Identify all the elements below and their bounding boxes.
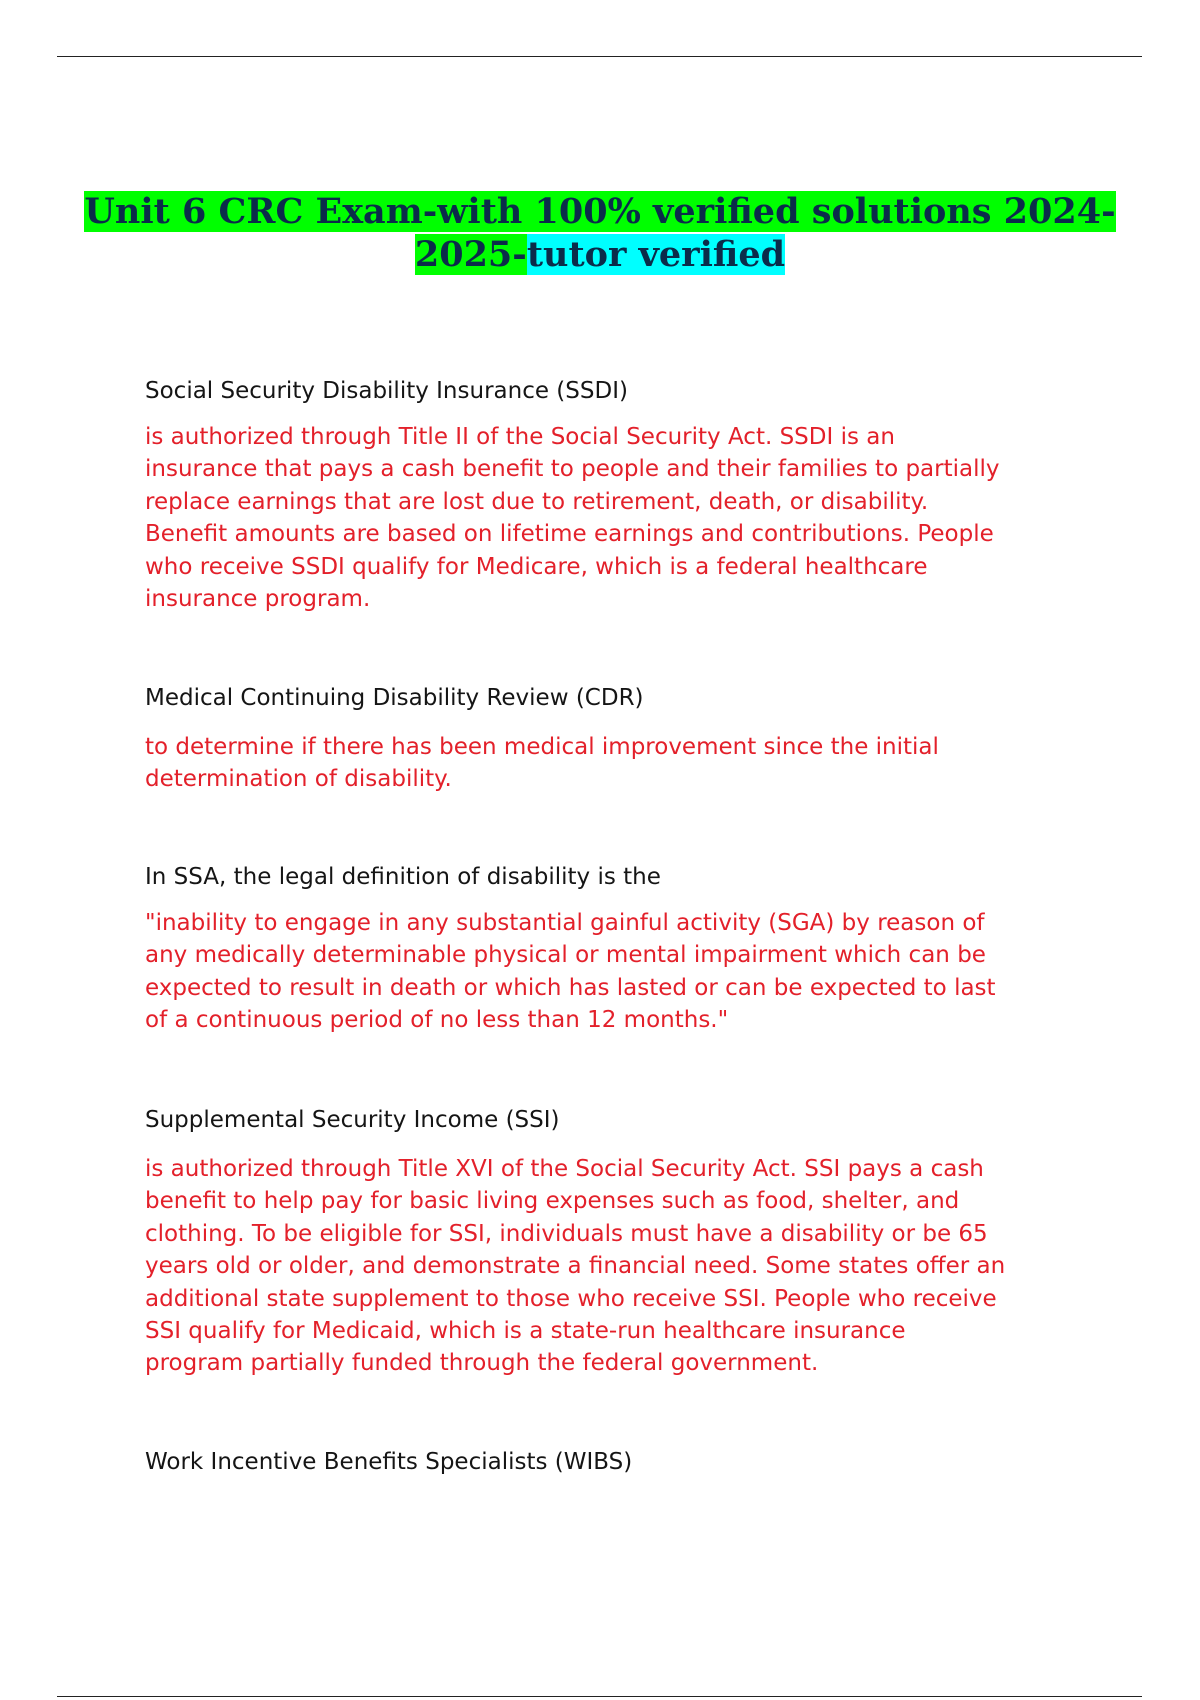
- qa-entry-ssi: [145, 1104, 1065, 1380]
- answer-line: any medically determinable physical or mental impairment which can be: [145, 942, 986, 969]
- answer-line: SSI qualify for Medicaid, which is a state-run healthcare insurance: [145, 1318, 906, 1345]
- answer-line: determination of disability.: [145, 766, 452, 793]
- title-highlight-green-2: 2025-: [414, 234, 527, 275]
- answer-line: additional state supplement to those who receive SSI. People who receive: [145, 1285, 997, 1312]
- answer-line: to determine if there has been medical improvement since the initial: [145, 734, 939, 760]
- answer-line: is authorized through Title XVI of the Social Security Act. SSI pays a cash: [145, 1156, 984, 1182]
- qa-entry-ssdi: [145, 375, 1065, 615]
- term-heading: Medical Continuing Disability Review (CDR): [145, 685, 644, 711]
- qa-entry-wibs: [145, 1446, 1065, 1478]
- title-highlight-green: Unit 6 CRC Exam-with 100% verified solutions 2024-: [84, 191, 1116, 232]
- answer-line: "inability to engage in any substantial gainful activity (SGA) by reason of: [145, 910, 985, 936]
- term-heading: In SSA, the legal definition of disability is the: [145, 864, 661, 890]
- answer-line: benefit to help pay for basic living expenses such as food, shelter, and: [145, 1188, 960, 1215]
- answer-line: of a continuous period of no less than 12 months.": [145, 1007, 729, 1034]
- answer-line: Benefit amounts are based on lifetime earnings and contributions. People: [145, 521, 994, 548]
- answer-line: who receive SSDI qualify for Medicare, which is a federal healthcare: [145, 553, 928, 580]
- qa-entry-disability-definition: [145, 861, 1065, 1037]
- bottom-rule: [57, 1696, 1142, 1697]
- title-line-1: [0, 190, 1200, 233]
- term-heading: Work Incentive Benefits Specialists (WIBS): [145, 1449, 633, 1475]
- answer-line: clothing. To be eligible for SSI, individuals must have a disability or be 65: [145, 1220, 988, 1247]
- answer-line: insurance program.: [145, 586, 371, 613]
- answer-line: is authorized through Title II of the Social Security Act. SSDI is an: [145, 424, 895, 450]
- title-line-2: [0, 233, 1200, 276]
- answer-line: replace earnings that are lost due to retirement, death, or disability.: [145, 488, 929, 515]
- term-heading: Supplemental Security Income (SSI): [145, 1107, 560, 1133]
- top-rule: [57, 56, 1142, 57]
- title-highlight-cyan: tutor verified: [526, 234, 786, 275]
- answer-line: insurance that pays a cash benefit to people and their families to partially: [145, 456, 1000, 483]
- qa-entry-cdr: [145, 682, 1065, 796]
- document-title: [0, 190, 1200, 276]
- term-heading: Social Security Disability Insurance (SSDI): [145, 378, 628, 404]
- answer-line: expected to result in death or which has lasted or can be expected to last: [145, 974, 996, 1001]
- answer-line: program partially funded through the federal government.: [145, 1350, 819, 1377]
- answer-line: years old or older, and demonstrate a financial need. Some states offer an: [145, 1253, 1006, 1280]
